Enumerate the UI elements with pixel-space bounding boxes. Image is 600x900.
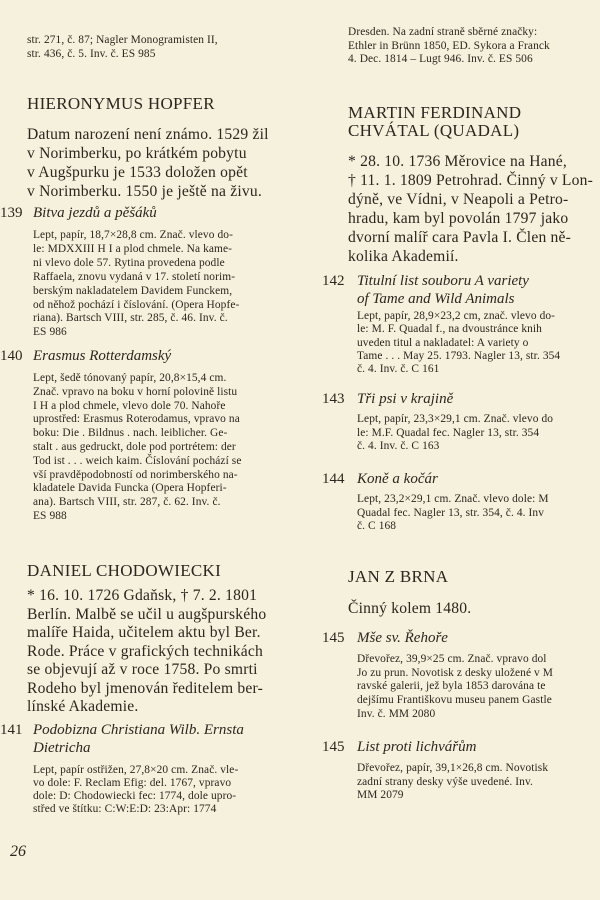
entry-title: Erasmus Rotterdamský: [33, 348, 172, 364]
entry-description: ni vlevo dole 57. Rytina provedena podle: [33, 256, 225, 269]
entry-number: 139: [0, 205, 23, 221]
entry-description: dejšímu Františkovu museu panem Gastle: [357, 694, 552, 707]
artist-bio: v Norimberku, po krátkém pobytu: [27, 145, 247, 162]
entry-description: Dřevořez, 39,9×25 cm. Znač. vpravo dol: [357, 653, 547, 665]
artist-bio: dvorní malíř cara Pavla I. Člen ně-: [348, 229, 572, 246]
entry-title: Mše sv. Řehoře: [357, 630, 448, 646]
entry-number: 145: [322, 630, 345, 646]
entry-description: MM 2079: [357, 789, 404, 801]
entry-description: Lept, papír ostřižen, 27,8×20 cm. Znač. vle-: [33, 764, 239, 776]
entry-description: boku: Die . Bildnus . nach. leiblicher. Ge-: [33, 427, 228, 440]
entry-description: riana). Bartsch VIII, str. 285, č. 46. Inv. č.: [33, 312, 228, 325]
continuation-text: str. 271, č. 87; Nagler Monogramisten II,: [27, 34, 218, 46]
entry-description: Znač. vpravo na boku v horní polovině listu: [33, 385, 238, 398]
entry-description: zadní strany desky výše uvedené. Inv.: [357, 775, 533, 788]
entry-title: Dietricha: [33, 740, 91, 756]
entry-description: ana). Bartsch VIII, str. 287, č. 62. Inv. č.: [33, 496, 221, 509]
entry-description: ravské galerii, jež byla 1853 darována te: [357, 680, 546, 693]
entry-title: Tři psi v krajině: [357, 391, 454, 407]
entry-number: 140: [0, 348, 23, 364]
entry-description: Tod ist . . . weich kaim. Číslování pochází se: [33, 454, 242, 467]
artist-bio: Rode. Práce v grafických technikách: [27, 642, 264, 660]
entry-description: uprostřed: Erasmus Roterodamus, vpravo na: [33, 413, 240, 426]
entry-description: Quadal fec. Nagler 13, str. 354, č. 4. Inv: [357, 506, 545, 519]
entry-description: Lept, papír, 28,9×23,2 cm, znač. vlevo do-: [357, 310, 556, 322]
artist-bio: * 16. 10. 1726 Gdaňsk, † 7. 2. 1801: [27, 587, 258, 604]
entry-title: List proti lichvářům: [357, 739, 477, 755]
artist-bio: * 28. 10. 1736 Měrovice na Hané,: [348, 153, 568, 170]
artist-heading: HIERONYMUS HOPFER: [27, 94, 215, 113]
entry-title: Podobizna Christiana Wilb. Ernsta: [33, 722, 244, 738]
entry-number: 143: [322, 391, 345, 407]
artist-heading: DANIEL CHODOWIECKI: [27, 561, 222, 580]
entry-description: dole: D: Chodowiecki fec: 1774, dole upro-: [33, 790, 237, 802]
artist-heading: CHVÁTAL (QUADAL): [348, 121, 520, 140]
entry-title: Titulní list souboru A variety: [357, 273, 529, 289]
entry-description: I H a plod chmele, vlevo dole 70. Nahoře: [33, 399, 226, 412]
entry-title: of Tame and Wild Animals: [357, 291, 515, 307]
artist-bio: † 11. 1. 1809 Petrohrad. Činný v Lon-: [348, 172, 594, 189]
artist-bio: malíře Haida, učitelem aktu byl Ber.: [27, 624, 261, 641]
entry-number: 142: [322, 273, 345, 289]
entry-description: Lept, papír, 23,3×29,1 cm. Znač. vlevo do: [357, 413, 554, 425]
entry-number: 145: [322, 739, 345, 755]
entry-description: ES 986: [33, 326, 67, 339]
page-number: 26: [10, 843, 26, 860]
entry-description: le: M.F. Quadal fec. Nagler 13, str. 354: [357, 426, 540, 439]
entry-title: Bitva jezdů a pěšáků: [33, 205, 157, 221]
entry-description: od něhož pochází i číslování. (Opera Hopfe-: [33, 298, 240, 311]
entry-number: 141: [0, 722, 23, 738]
entry-description: le: MDXXIII H I a plod chmele. Na kame-: [33, 242, 233, 255]
entry-description: Tame . . . May 25. 1793. Nagler 13, str. 354: [357, 349, 561, 362]
entry-title: Koně a kočár: [357, 471, 438, 487]
entry-description: Inv. č. MM 2080: [357, 707, 436, 720]
entry-description: Lept, šedě tónovaný papír, 20,8×15,4 cm.: [33, 372, 227, 384]
entry-description: stalt . aus gedruckt, dole pod portrétem: der: [33, 441, 236, 453]
continuation-text: 4. Dec. 1814 – Lugt 946. Inv. č. ES 506: [348, 53, 533, 65]
entry-number: 144: [322, 471, 345, 487]
entry-description: Lept, papír, 18,7×28,8 cm. Znač. vlevo do-: [33, 229, 233, 241]
continuation-text: Ethler in Brünn 1850, ED. Sykora a Franck: [348, 39, 550, 52]
artist-bio: hradu, kam byl povolán 1797 jako: [348, 210, 569, 227]
artist-heading: JAN Z BRNA: [348, 567, 449, 586]
entry-description: Jo zu prun. Novotisk z desky uložené v M: [357, 666, 554, 679]
continuation-text: Dresden. Na zadní straně sběrné značky:: [348, 26, 538, 38]
artist-bio: Rodeho byl jmenován ředitelem ber-: [27, 679, 263, 697]
entry-description: kladatele Davida Funcka (Opera Hopferi-: [33, 482, 227, 495]
artist-bio: v Augšpurku je 1533 doložen opět: [27, 164, 248, 181]
entry-description: ES 988: [33, 510, 67, 522]
continuation-text: str. 436, č. 5. Inv. č. ES 985: [27, 47, 156, 60]
entry-description: vší pravděpodobností od norimberského na-: [33, 468, 238, 481]
entry-description: Dřevořez, papír, 39,1×26,8 cm. Novotisk: [357, 762, 549, 774]
artist-bio: dýně, ve Vídni, v Neapoli a Petro-: [348, 191, 569, 208]
entry-description: č. 4. Inv. č. C 163: [357, 440, 440, 452]
artist-heading: MARTIN FERDINAND: [348, 103, 522, 122]
entry-description: střed ve štítku: C:W:E:D: 23:Apr: 1774: [33, 803, 217, 815]
entry-description: le: M. F. Quadal f., na dvoustránce knih: [357, 323, 542, 336]
artist-bio: línské Akademie.: [27, 698, 139, 715]
artist-bio: kolika Akademií.: [348, 248, 459, 265]
entry-description: Lept, 23,2×29,1 cm. Znač. vlevo dole: M: [357, 493, 549, 505]
artist-bio: Datum narození není známo. 1529 žil: [27, 126, 269, 143]
entry-description: uveden titul a nakladatel: A variety o: [357, 336, 529, 349]
entry-description: vo dole: F. Reclam Efig: del. 1767, vpravo: [33, 777, 232, 789]
entry-description: Raffaela, znovu vydaná v 17. století norim-: [33, 270, 236, 283]
entry-description: č. C 168: [357, 520, 397, 532]
entry-description: berským nakladatelem Davidem Funckem,: [33, 284, 233, 297]
artist-bio: v Norimberku. 1550 je ještě na živu.: [27, 183, 262, 200]
entry-description: č. 4. Inv. č. C 161: [357, 363, 440, 376]
artist-bio: se objevují až v roce 1758. Po smrti: [27, 661, 258, 678]
artist-bio: Berlín. Malbě se učil u augšpurského: [27, 605, 267, 623]
artist-bio: Činný kolem 1480.: [348, 600, 472, 617]
